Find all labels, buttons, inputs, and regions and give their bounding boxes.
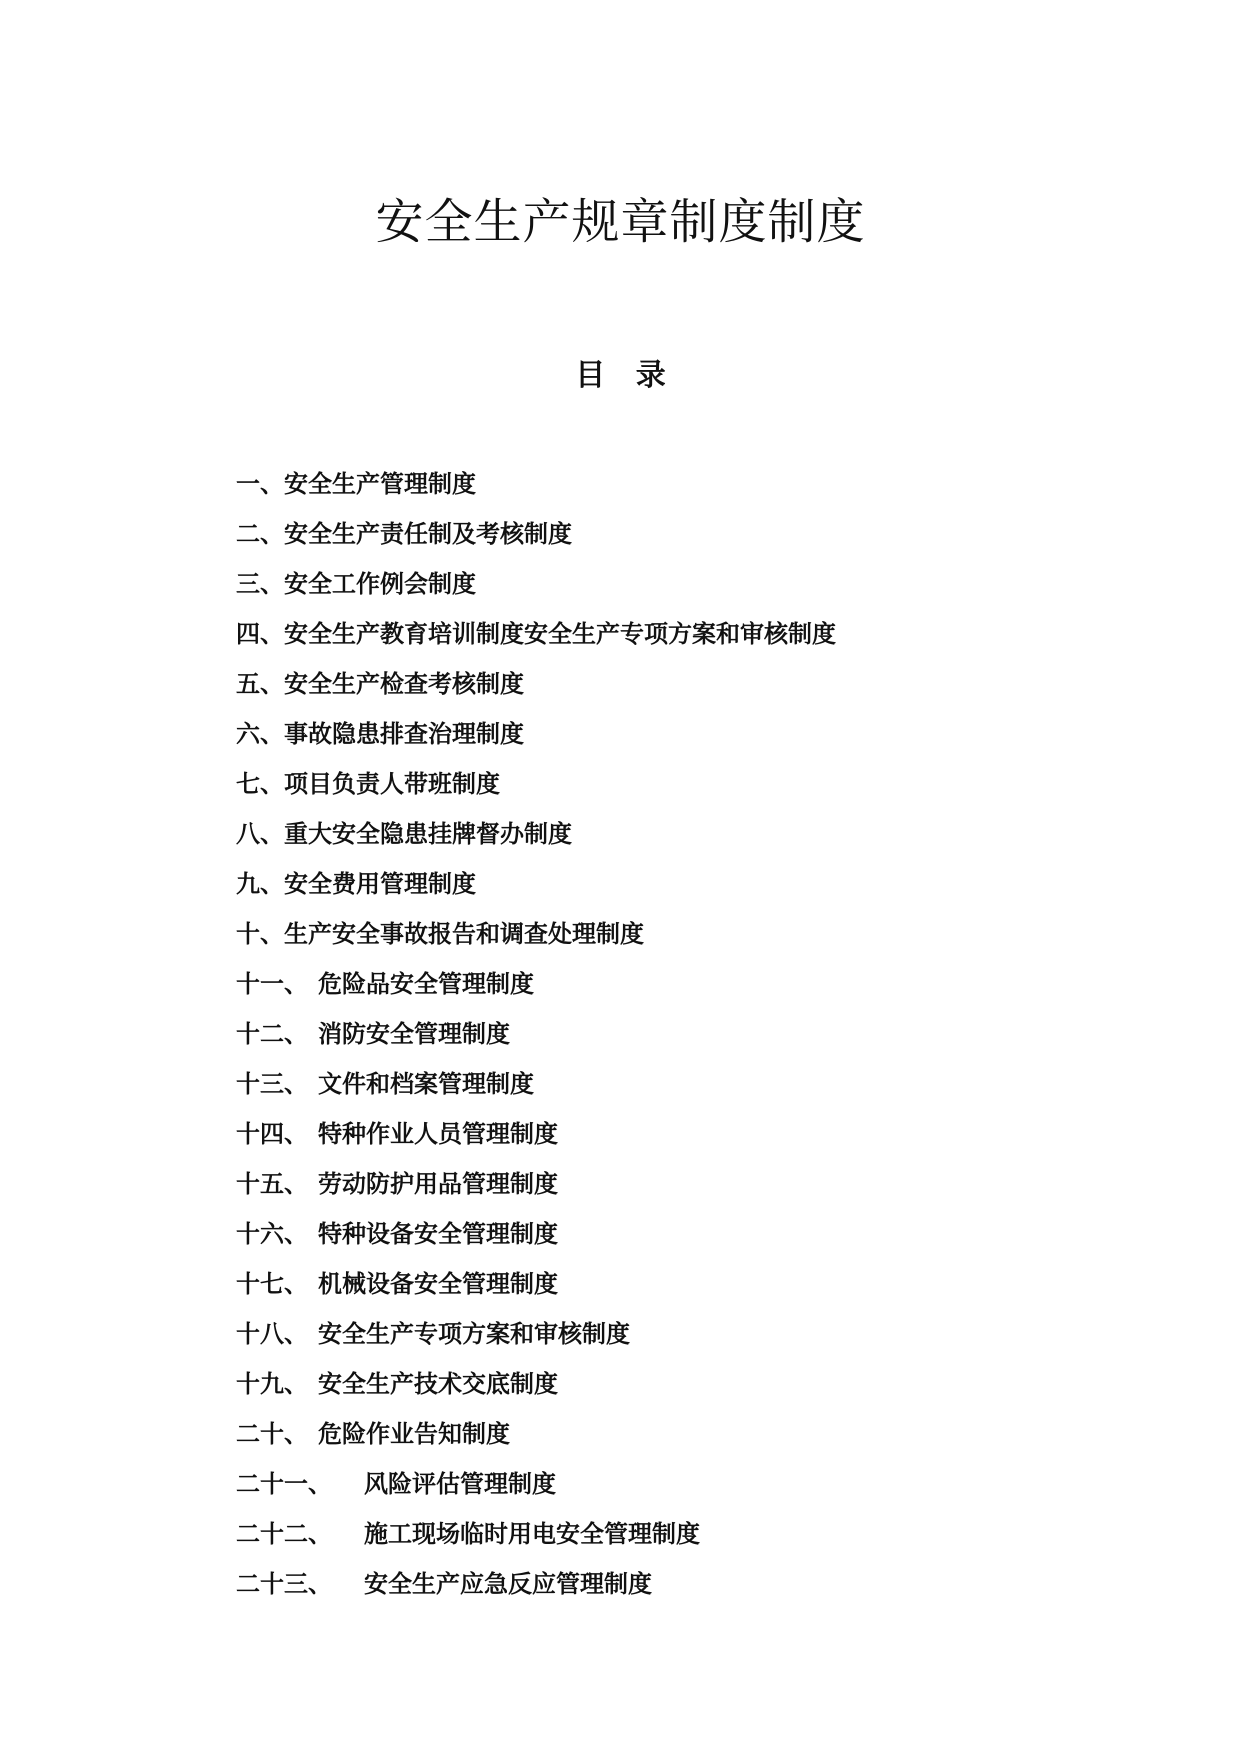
- toc-item-number: 十八、: [236, 1319, 308, 1348]
- toc-item-title: 特种设备安全管理制度: [318, 1219, 558, 1248]
- toc-item-23: [236, 1559, 836, 1609]
- toc-item-title: 安全费用管理制度: [284, 869, 476, 898]
- toc-item-5: [236, 659, 836, 709]
- toc-item-number: 十、: [236, 919, 284, 948]
- toc-item-number: 八、: [236, 819, 284, 848]
- toc-item-title: 安全生产专项方案和审核制度: [318, 1319, 630, 1348]
- toc-item-11: [236, 959, 836, 1009]
- toc-item-16: [236, 1209, 836, 1259]
- toc-item-17: [236, 1259, 836, 1309]
- toc-item-number: 十七、: [236, 1269, 308, 1298]
- toc-item-number: 六、: [236, 719, 284, 748]
- toc-item-number: 二、: [236, 519, 284, 548]
- toc-item-8: [236, 809, 836, 859]
- toc-item-number: 十六、: [236, 1219, 308, 1248]
- toc-item-2: [236, 509, 836, 559]
- toc-item-number: 二十三、: [236, 1569, 332, 1598]
- toc-item-title: 事故隐患排查治理制度: [284, 719, 524, 748]
- toc-item-14: [236, 1109, 836, 1159]
- toc-item-22: [236, 1509, 836, 1559]
- toc-item-12: [236, 1009, 836, 1059]
- toc-item-title: 施工现场临时用电安全管理制度: [364, 1519, 700, 1548]
- toc-item-6: [236, 709, 836, 759]
- toc-item-title: 安全生产技术交底制度: [318, 1369, 558, 1398]
- toc-item-number: 十一、: [236, 969, 308, 998]
- toc-item-10: [236, 909, 836, 959]
- toc-heading: 目 录: [575, 358, 666, 393]
- toc-item-7: [236, 759, 836, 809]
- toc-item-number: 七、: [236, 769, 284, 798]
- toc-item-title: 安全生产应急反应管理制度: [364, 1569, 652, 1598]
- toc-item-title: 特种作业人员管理制度: [318, 1119, 558, 1148]
- toc-item-number: 十三、: [236, 1069, 308, 1098]
- toc-item-title: 安全工作例会制度: [284, 569, 476, 598]
- toc-item-title: 文件和档案管理制度: [318, 1069, 534, 1098]
- toc-item-number: 一、: [236, 469, 284, 498]
- toc-item-title: 生产安全事故报告和调查处理制度: [284, 919, 644, 948]
- toc-item-title: 项目负责人带班制度: [284, 769, 500, 798]
- toc-item-4: [236, 609, 836, 659]
- toc-item-title: 机械设备安全管理制度: [318, 1269, 558, 1298]
- toc-item-number: 十九、: [236, 1369, 308, 1398]
- table-of-contents: [236, 459, 836, 1609]
- toc-item-9: [236, 859, 836, 909]
- toc-item-number: 二十、: [236, 1419, 308, 1448]
- toc-item-title: 安全生产管理制度: [284, 469, 476, 498]
- toc-item-21: [236, 1459, 836, 1509]
- toc-item-18: [236, 1309, 836, 1359]
- toc-item-title: 安全生产责任制及考核制度: [284, 519, 572, 548]
- toc-item-number: 十四、: [236, 1119, 308, 1148]
- toc-item-15: [236, 1159, 836, 1209]
- toc-item-3: [236, 559, 836, 609]
- toc-item-13: [236, 1059, 836, 1109]
- toc-item-19: [236, 1359, 836, 1409]
- toc-item-title: 风险评估管理制度: [364, 1469, 556, 1498]
- toc-item-number: 二十一、: [236, 1469, 332, 1498]
- toc-item-title: 消防安全管理制度: [318, 1019, 510, 1048]
- toc-item-title: 重大安全隐患挂牌督办制度: [284, 819, 572, 848]
- toc-item-20: [236, 1409, 836, 1459]
- toc-item-number: 四、: [236, 619, 284, 648]
- toc-item-title: 安全生产检查考核制度: [284, 669, 524, 698]
- toc-item-title: 危险品安全管理制度: [318, 969, 534, 998]
- toc-item-number: 九、: [236, 869, 284, 898]
- toc-item-title: 危险作业告知制度: [318, 1419, 510, 1448]
- document-title: 安全生产规章制度制度: [375, 194, 866, 250]
- toc-item-number: 十五、: [236, 1169, 308, 1198]
- toc-item-title: 安全生产教育培训制度安全生产专项方案和审核制度: [284, 619, 836, 648]
- toc-item-1: [236, 459, 836, 509]
- toc-item-number: 二十二、: [236, 1519, 332, 1548]
- toc-item-number: 十二、: [236, 1019, 308, 1048]
- toc-item-number: 三、: [236, 569, 284, 598]
- toc-item-number: 五、: [236, 669, 284, 698]
- toc-item-title: 劳动防护用品管理制度: [318, 1169, 558, 1198]
